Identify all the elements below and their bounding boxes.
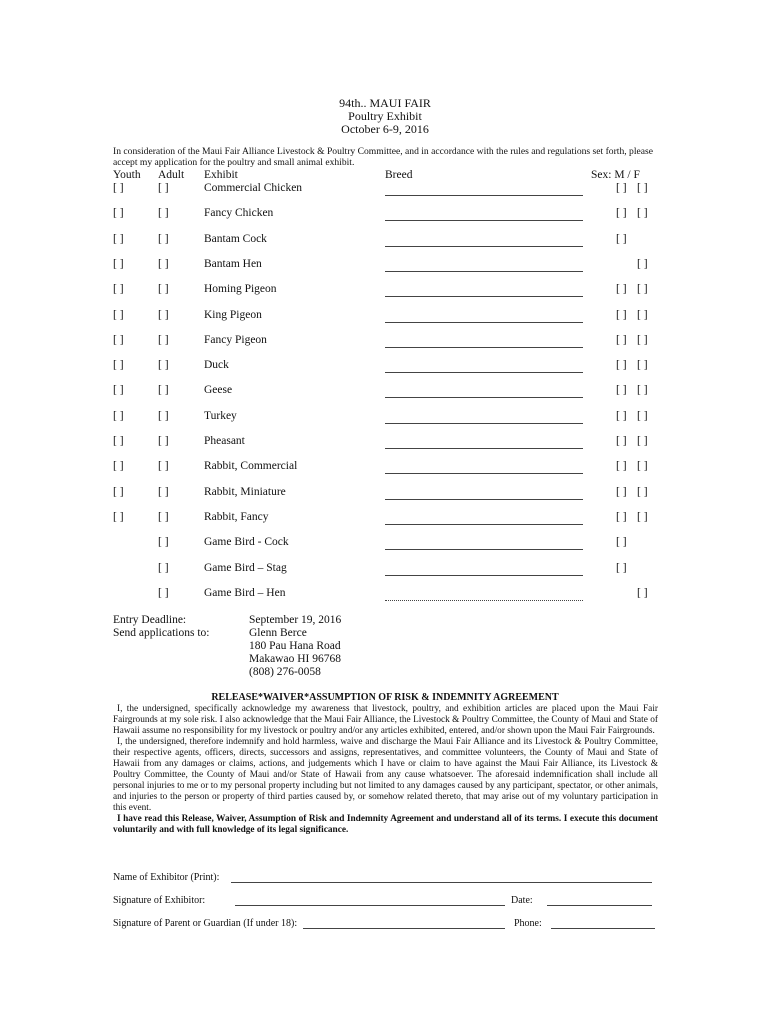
breed-field[interactable] — [385, 195, 583, 196]
sex-male-checkbox[interactable]: [ ] — [616, 536, 627, 548]
sex-male-checkbox[interactable]: [ ] — [616, 486, 627, 498]
exhibit-name: Game Bird – Stag — [204, 562, 287, 574]
adult-checkbox[interactable]: [ ] — [158, 410, 169, 422]
sex-male-checkbox[interactable]: [ ] — [616, 283, 627, 295]
exhibit-row — [0, 435, 770, 451]
breed-field[interactable] — [385, 397, 583, 398]
youth-checkbox[interactable]: [ ] — [113, 309, 124, 321]
breed-field[interactable] — [385, 296, 583, 297]
adult-checkbox[interactable]: [ ] — [158, 207, 169, 219]
sex-female-checkbox[interactable]: [ ] — [637, 384, 648, 396]
exhibit-name: Commercial Chicken — [204, 182, 303, 194]
release-text — [113, 704, 658, 836]
youth-checkbox[interactable]: [ ] — [113, 511, 124, 523]
exhibit-row — [0, 283, 770, 299]
youth-checkbox[interactable]: [ ] — [113, 359, 124, 371]
col-youth: Youth — [113, 169, 141, 181]
exhibit-name: Pheasant — [204, 435, 245, 447]
youth-checkbox[interactable]: [ ] — [113, 283, 124, 295]
exhibit-row — [0, 410, 770, 426]
adult-checkbox[interactable]: [ ] — [158, 182, 169, 194]
release-title: RELEASE*WAIVER*ASSUMPTION OF RISK & INDEMNITY AGREEMENT — [211, 692, 559, 703]
exhibit-row — [0, 562, 770, 578]
exhibit-name: Geese — [204, 384, 233, 396]
breed-field[interactable] — [385, 448, 583, 449]
sex-female-checkbox[interactable]: [ ] — [637, 182, 648, 194]
address-line: 180 Pau Hana Road — [249, 640, 341, 652]
exhibit-name: Fancy Chicken — [204, 207, 274, 219]
sex-female-checkbox[interactable]: [ ] — [637, 258, 648, 270]
date-label: Date: — [511, 895, 533, 906]
breed-field[interactable] — [385, 423, 583, 424]
exhibit-row — [0, 334, 770, 350]
breed-field[interactable] — [385, 220, 583, 221]
youth-checkbox[interactable]: [ ] — [113, 233, 124, 245]
youth-checkbox[interactable]: [ ] — [113, 182, 124, 194]
adult-checkbox[interactable]: [ ] — [158, 309, 169, 321]
youth-checkbox[interactable]: [ ] — [113, 435, 124, 447]
sex-female-checkbox[interactable]: [ ] — [637, 435, 648, 447]
sex-female-checkbox[interactable]: [ ] — [637, 309, 648, 321]
title-line-3: October 6-9, 2016 — [341, 122, 429, 136]
title-line-2: Poultry Exhibit — [348, 109, 422, 123]
intro-text: In consideration of the Maui Fair Alliance Livestock & Poultry Committee, and in accordance with the rules and regulations set forth, please accept my application for the poultry and small animal exhibit. — [113, 146, 654, 168]
adult-checkbox[interactable]: [ ] — [158, 359, 169, 371]
sex-male-checkbox[interactable]: [ ] — [616, 460, 627, 472]
youth-checkbox[interactable]: [ ] — [113, 486, 124, 498]
send-label: Send applications to: — [113, 627, 210, 639]
adult-checkbox[interactable]: [ ] — [158, 587, 169, 599]
sex-female-checkbox[interactable]: [ ] — [637, 460, 648, 472]
sex-female-checkbox[interactable]: [ ] — [637, 410, 648, 422]
breed-field[interactable] — [385, 600, 583, 601]
address-line: Glenn Berce — [249, 627, 307, 639]
exhibit-row — [0, 587, 770, 603]
breed-field[interactable] — [385, 549, 583, 550]
sex-female-checkbox[interactable]: [ ] — [637, 587, 648, 599]
address-line: (808) 276-0058 — [249, 666, 321, 678]
adult-checkbox[interactable]: [ ] — [158, 283, 169, 295]
exhibit-row — [0, 511, 770, 527]
exhibit-name: King Pigeon — [204, 309, 262, 321]
deadline-label: Entry Deadline: — [113, 614, 187, 626]
adult-checkbox[interactable]: [ ] — [158, 435, 169, 447]
exhibit-name: Bantam Hen — [204, 258, 262, 270]
sex-male-checkbox[interactable]: [ ] — [616, 309, 627, 321]
name-label: Name of Exhibitor (Print): — [113, 872, 220, 883]
exhibit-name: Game Bird – Hen — [204, 587, 286, 599]
breed-field[interactable] — [385, 499, 583, 500]
breed-field[interactable] — [385, 473, 583, 474]
phone-field[interactable] — [551, 928, 655, 929]
exhibit-name: Fancy Pigeon — [204, 334, 267, 346]
adult-checkbox[interactable]: [ ] — [158, 334, 169, 346]
date-field[interactable] — [547, 905, 652, 906]
sex-male-checkbox[interactable]: [ ] — [616, 384, 627, 396]
exhibit-row — [0, 258, 770, 274]
exhibit-name: Rabbit, Commercial — [204, 460, 298, 472]
parent-label: Signature of Parent or Guardian (If under 18): — [113, 918, 298, 929]
breed-field[interactable] — [385, 347, 583, 348]
phone-label: Phone: — [514, 918, 542, 929]
sex-male-checkbox[interactable]: [ ] — [616, 359, 627, 371]
title-line-1: 94th.. MAUI FAIR — [339, 96, 431, 110]
exhibit-row — [0, 359, 770, 375]
sex-female-checkbox[interactable]: [ ] — [637, 207, 648, 219]
sex-male-checkbox[interactable]: [ ] — [616, 410, 627, 422]
col-sex: Sex: M / F — [591, 169, 640, 181]
release-paragraph-3: I have read this Release, Waiver, Assumption of Risk and Indemnity Agreement and understand all of its terms. I execute this document voluntarily and with full knowledge of its legal significance. — [113, 814, 658, 835]
sex-female-checkbox[interactable]: [ ] — [637, 334, 648, 346]
exhibit-name: Rabbit, Fancy — [204, 511, 269, 523]
exhibit-name: Rabbit, Miniature — [204, 486, 286, 498]
sex-male-checkbox[interactable]: [ ] — [616, 511, 627, 523]
adult-checkbox[interactable]: [ ] — [158, 536, 169, 548]
youth-checkbox[interactable]: [ ] — [113, 258, 124, 270]
exhibit-row — [0, 182, 770, 198]
name-field[interactable] — [231, 882, 652, 883]
deadline-value: September 19, 2016 — [249, 614, 342, 626]
adult-checkbox[interactable]: [ ] — [158, 258, 169, 270]
adult-checkbox[interactable]: [ ] — [158, 562, 169, 574]
exhibit-name: Bantam Cock — [204, 233, 267, 245]
address-line: Makawao HI 96768 — [249, 653, 341, 665]
exhibit-row — [0, 536, 770, 552]
col-adult: Adult — [158, 169, 185, 181]
exhibit-name: Game Bird - Cock — [204, 536, 289, 548]
adult-checkbox[interactable]: [ ] — [158, 460, 169, 472]
sex-female-checkbox[interactable]: [ ] — [637, 486, 648, 498]
exhibit-row — [0, 207, 770, 223]
signature-field[interactable] — [235, 905, 505, 906]
adult-checkbox[interactable]: [ ] — [158, 233, 169, 245]
sex-male-checkbox[interactable]: [ ] — [616, 435, 627, 447]
sex-male-checkbox[interactable]: [ ] — [616, 562, 627, 574]
breed-field[interactable] — [385, 372, 583, 373]
sex-female-checkbox[interactable]: [ ] — [637, 283, 648, 295]
sex-male-checkbox[interactable]: [ ] — [616, 207, 627, 219]
breed-field[interactable] — [385, 246, 583, 247]
parent-signature-field[interactable] — [303, 928, 505, 929]
youth-checkbox[interactable]: [ ] — [113, 410, 124, 422]
breed-field[interactable] — [385, 271, 583, 272]
youth-checkbox[interactable]: [ ] — [113, 207, 124, 219]
breed-field[interactable] — [385, 322, 583, 323]
exhibit-name: Duck — [204, 359, 229, 371]
col-breed: Breed — [385, 169, 413, 181]
signature-label: Signature of Exhibitor: — [113, 895, 206, 906]
release-paragraph-1: I, the undersigned, specifically acknowledge my awareness that livestock, poultry, and exhibition articles are placed upon the Maui Fair Fairgrounds at my sole risk. I also acknowledge that the Maui Fair Alliance, the Livestock & Poultry Committee, the County of Maui and State of Hawaii assume no responsibility for my livestock or poultry and/or any articles exhibited, entered, and/or shown upon the Maui Fair Fairgrounds. — [113, 704, 658, 736]
youth-checkbox[interactable]: [ ] — [113, 334, 124, 346]
adult-checkbox[interactable]: [ ] — [158, 511, 169, 523]
exhibit-row — [0, 309, 770, 325]
sex-female-checkbox[interactable]: [ ] — [637, 359, 648, 371]
exhibit-row — [0, 460, 770, 476]
exhibit-row — [0, 486, 770, 502]
adult-checkbox[interactable]: [ ] — [158, 384, 169, 396]
col-exhibit: Exhibit — [204, 169, 238, 181]
youth-checkbox[interactable]: [ ] — [113, 384, 124, 396]
breed-field[interactable] — [385, 524, 583, 525]
exhibit-row — [0, 233, 770, 249]
exhibit-row — [0, 384, 770, 400]
exhibit-name: Homing Pigeon — [204, 283, 277, 295]
breed-field[interactable] — [385, 575, 583, 576]
release-paragraph-2: I, the undersigned, therefore indemnify and hold harmless, waive and discharge the Maui Fair Alliance and its Livestock & Poultry Committee, their respective agents, officers, directs, successors and assigns, representatives, and committee volunteers, the County of Maui and State of Hawaii from any damages or claims, actions, and judgements which I have or claim to have against the Maui Fair Alliance, its Livestock & Poultry Committee, the County of Maui and/or State of Hawaii from any cause whatsoever. The aforesaid indemnification shall include all personal injuries to me or to my personal property including but not limited to any damages caused by any participant, spectator, or other animals, and injuries to the person or property of third parties caused by, or somehow related thereto, that may arise out of my voluntary participation in this event. — [113, 737, 658, 813]
youth-checkbox[interactable]: [ ] — [113, 460, 124, 472]
sex-female-checkbox[interactable]: [ ] — [637, 511, 648, 523]
sex-male-checkbox[interactable]: [ ] — [616, 233, 627, 245]
exhibit-name: Turkey — [204, 410, 237, 422]
sex-male-checkbox[interactable]: [ ] — [616, 182, 627, 194]
sex-male-checkbox[interactable]: [ ] — [616, 334, 627, 346]
adult-checkbox[interactable]: [ ] — [158, 486, 169, 498]
